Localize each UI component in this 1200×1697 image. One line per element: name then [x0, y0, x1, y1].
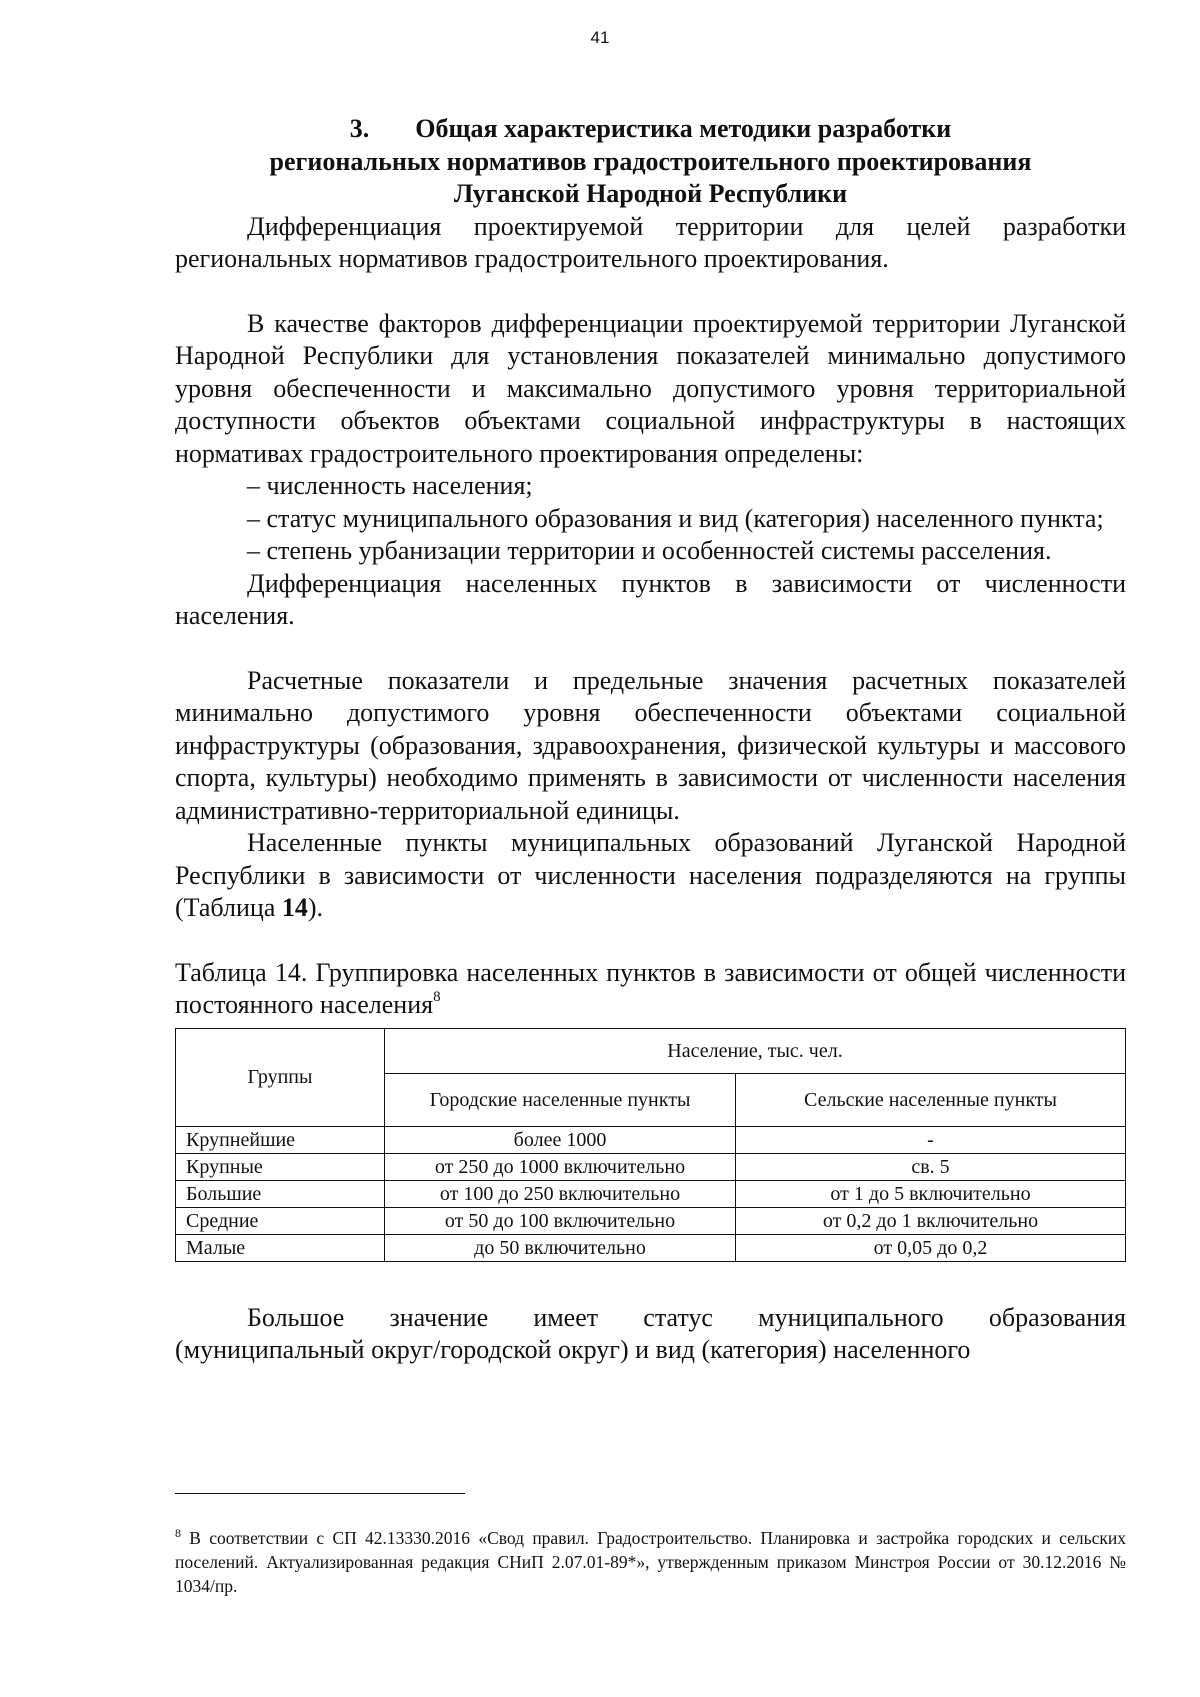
cell-group: Крупнейшие: [176, 1126, 385, 1153]
header-rural: Сельские населенные пункты: [736, 1073, 1126, 1126]
footnote-text: В соответствии с СП 42.13330.2016 «Свод правил. Градостроительство. Планировка и застройка городских и сельских поселений. Актуализированная редакция СНиП 2.07.01-89*», утвержденным приказом Минстроя России от 30.12.2016 № 1034/пр.: [175, 1528, 1126, 1596]
cell-rural: -: [736, 1126, 1126, 1153]
list-item-status: – статус муниципального образования и вид (категория) населенного пункта;: [247, 503, 1104, 533]
page-number: 41: [590, 28, 610, 47]
paragraph-indicators: Расчетные показатели и предельные значения расчетных показателей минимально допустимого уровня обеспеченности объектами социальной инфраструктуры (образования, здравоохранения, физической культуры и массового спорта, культуры) необходимо применять в зависимости от численности населения административно-территориальной единицы.: [175, 665, 1126, 825]
table-row: [176, 1234, 1126, 1261]
settlement-groups-table: [175, 1028, 1126, 1262]
footnote-mark: 8: [175, 1526, 181, 1540]
heading-line-1: Общая характеристика методики разработки: [415, 114, 952, 143]
table-row: [176, 1153, 1126, 1180]
header-groups: Группы: [176, 1028, 385, 1126]
table-row: [176, 1126, 1126, 1153]
heading-line-3: Луганской Народной Республики: [453, 179, 848, 208]
paragraph-factors: В качестве факторов дифференциации проектируемой территории Луганской Народной Республики для установления показателей минимально допустимого уровня обеспеченности и максимально допустимого уровня территориальной доступности объектов объектами социальной инфраструктуры в настоящих нормативах градостроительного проектирования определены:: [175, 308, 1126, 468]
heading-line-2: региональных нормативов градостроительного проектирования: [269, 146, 1032, 176]
cell-rural: от 0,2 до 1 включительно: [736, 1207, 1126, 1234]
table-row: [176, 1207, 1126, 1234]
document-body: [175, 113, 1126, 1367]
cell-urban: от 50 до 100 включительно: [385, 1207, 736, 1234]
footnote-reference[interactable]: 8: [433, 989, 441, 1005]
cell-group: Крупные: [176, 1153, 385, 1180]
table-caption: Таблица 14. Группировка населенных пунктов в зависимости от общей численности постоянного населения$^8$: [175, 957, 1126, 1019]
section-heading: [175, 113, 1126, 211]
cell-urban: более 1000: [385, 1126, 736, 1153]
footnote-separator: [175, 1493, 465, 1494]
section-number: 3.: [349, 114, 370, 143]
cell-rural: св. 5: [736, 1153, 1126, 1180]
cell-group: Малые: [176, 1234, 385, 1261]
cell-urban: от 250 до 1000 включительно: [385, 1153, 736, 1180]
paragraph-differentiation-intro: Дифференциация проектируемой территории для целей разработки региональных нормативов градостроительного проектирования.: [175, 211, 1126, 273]
cell-urban: от 100 до 250 включительно: [385, 1180, 736, 1207]
list-item-population: – численность населения;: [247, 471, 533, 500]
paragraph-groups: Населенные пункты муниципальных образований Луганской Народной Республики в зависимости от численности населения подразделяются на группы (Таблица 14).: [175, 828, 1126, 922]
paragraph-population-differentiation: Дифференциация населенных пунктов в зависимости от численности населения.: [175, 568, 1126, 630]
table-reference[interactable]: 14: [281, 893, 308, 922]
header-population: Население, тыс. чел.: [385, 1028, 1126, 1073]
cell-group: Средние: [176, 1207, 385, 1234]
footnote: [175, 1526, 1126, 1598]
header-urban: Городские населенные пункты: [385, 1073, 736, 1126]
list-item-urbanization: – степень урбанизации территории и особенностей системы расселения.: [247, 536, 1052, 565]
cell-rural: от 1 до 5 включительно: [736, 1180, 1126, 1207]
cell-urban: до 50 включительно: [385, 1234, 736, 1261]
paragraph-status-importance: Большое значение имеет статус муниципального образования (муниципальный округ/городской округ) и вид (категория) населенного: [175, 1302, 1126, 1364]
cell-rural: от 0,05 до 0,2: [736, 1234, 1126, 1261]
cell-group: Большие: [176, 1180, 385, 1207]
table-row: [176, 1180, 1126, 1207]
